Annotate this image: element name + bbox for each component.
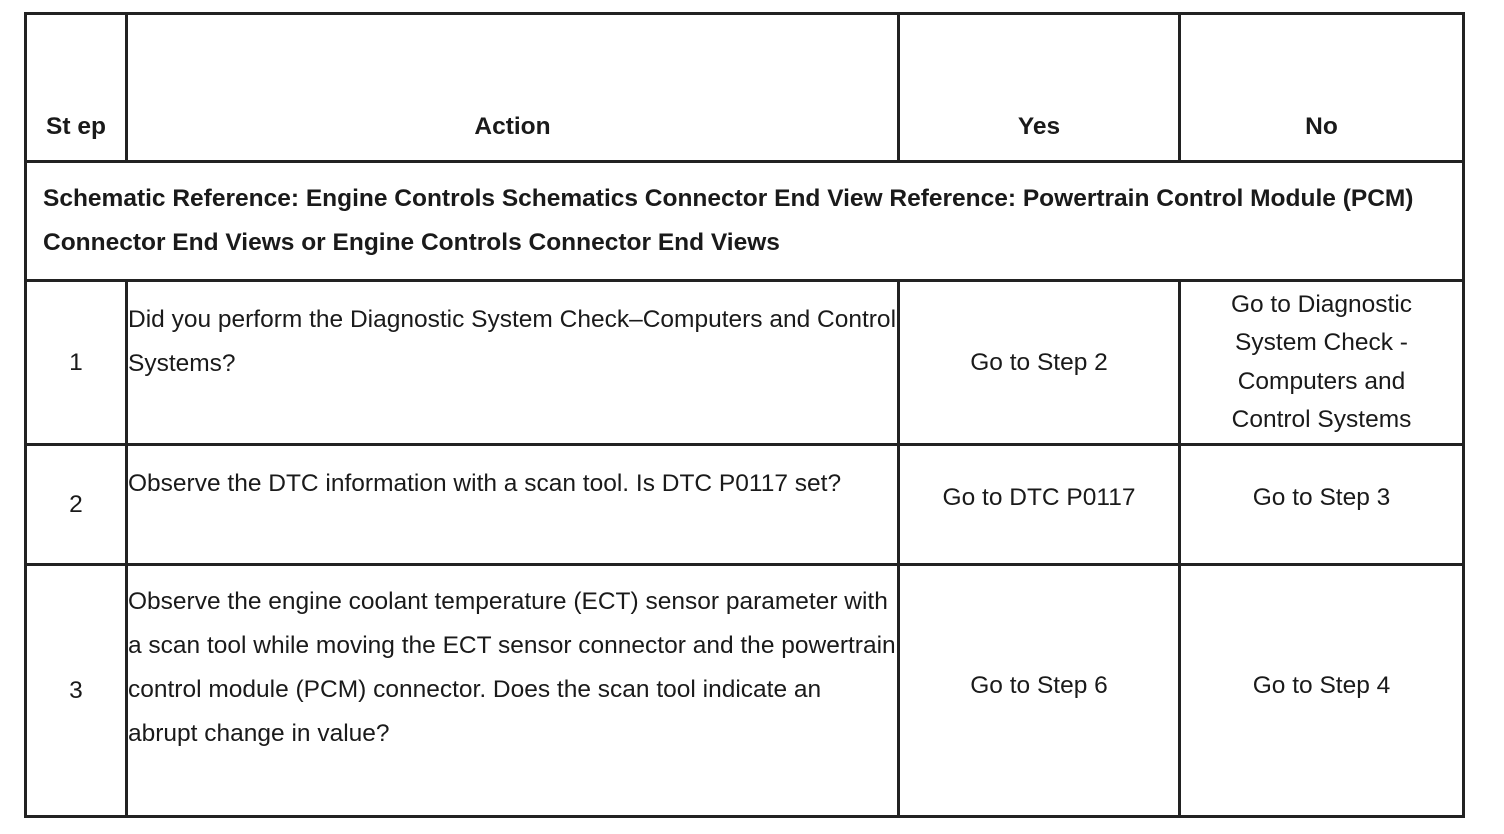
no-result: Go to Step 4 [1180, 565, 1464, 817]
schematic-reference-text: Schematic Reference: Engine Controls Schematics Connector End View Reference: Powertrain Control Module (PCM) Connector End Views or Engine Controls Connector End Views [26, 162, 1464, 281]
reference-row [26, 162, 1464, 281]
header-no: No [1180, 14, 1464, 162]
action-text: Observe the engine coolant temperature (ECT) sensor parameter with a scan tool while moving the ECT sensor connector and the powertrain control module (PCM) connector. Does the scan tool indicate an abrupt change in value? [127, 565, 899, 817]
step-number: 1 [26, 281, 127, 445]
yes-result: Go to DTC P0117 [899, 445, 1180, 565]
table-header-row [26, 14, 1464, 162]
action-text: Did you perform the Diagnostic System Check–Computers and Control Systems? [127, 281, 899, 445]
no-result: Go to Step 3 [1180, 445, 1464, 565]
yes-result: Go to Step 2 [899, 281, 1180, 445]
header-step-label: St ep [46, 113, 106, 140]
diagnostic-table [24, 12, 1465, 818]
yes-result: Go to Step 6 [899, 565, 1180, 817]
table-row [26, 445, 1464, 565]
header-yes: Yes [899, 14, 1180, 162]
step-number: 3 [26, 565, 127, 817]
step-number: 2 [26, 445, 127, 565]
header-action: Action [127, 14, 899, 162]
table-row [26, 281, 1464, 445]
table-row [26, 565, 1464, 817]
header-step [26, 14, 127, 162]
action-text: Observe the DTC information with a scan tool. Is DTC P0117 set? [127, 445, 899, 565]
no-result: Go to Diagnostic System Check - Computers and Control Systems [1180, 281, 1464, 445]
